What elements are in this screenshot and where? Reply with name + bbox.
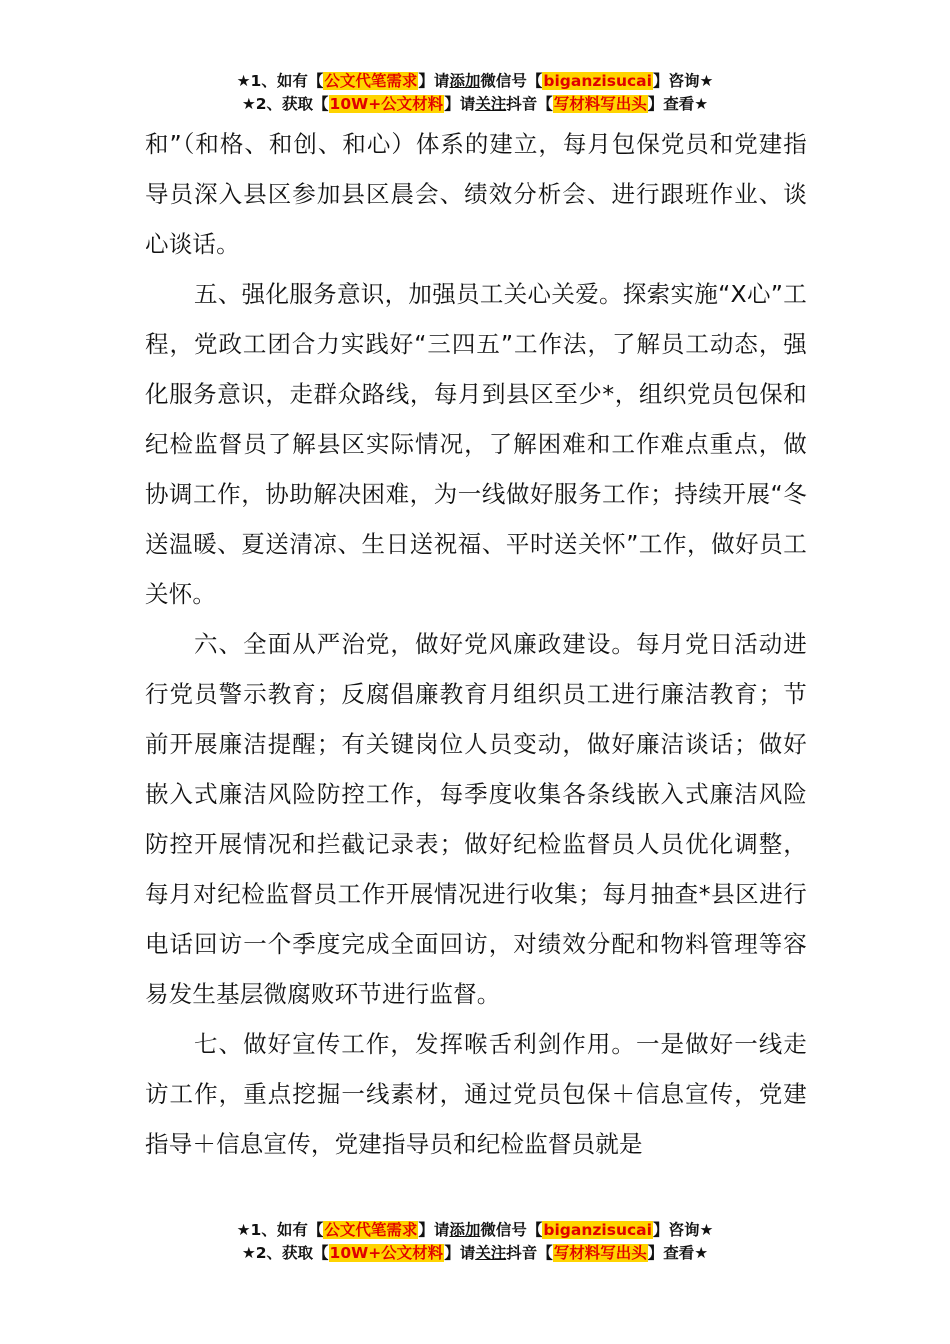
banner-text: ★2、获取【	[241, 95, 329, 113]
banner-line-1	[0, 1219, 950, 1242]
paragraph-section-7: 七、做好宣传工作，发挥喉舌利剑作用。一是做好一线走访工作，重点挖掘一线素材，通过党员包保＋信息宣传，党建指导＋信息宣传，党建指导员和纪检监督员就是	[145, 1030, 807, 1158]
underlined-add: 添加	[449, 1221, 481, 1239]
banner-text: 抖音【	[506, 1244, 553, 1262]
underlined-follow: 关注	[475, 95, 507, 113]
banner-text: ★1、如有【	[236, 72, 324, 90]
banner-text: 】咨询★	[652, 1221, 714, 1239]
highlight-wechat-id: biganzisucai	[543, 72, 652, 90]
highlight-materials: 10W+公文材料	[329, 1244, 444, 1262]
highlight-wechat-id: biganzisucai	[543, 1221, 652, 1239]
paragraph-section-6: 六、全面从严治党，做好党风廉政建设。每月党日活动进行党员警示教育；反腐倡廉教育月组织员工进行廉洁教育；节前开展廉洁提醒；有关键岗位人员变动，做好廉洁谈话；做好嵌入式廉洁风险防控工作，每季度收集各条线嵌入式廉洁风险防控开展情况和拦截记录表；做好纪检监督员人员优化调整，每月对纪检监督员工作开展情况进行收集；每月抽查*县区进行电话回访一个季度完成全面回访，对绩效分配和物料管理等容易发生基层微腐败环节进行监督。	[145, 630, 807, 1008]
footer-banner	[0, 1219, 950, 1265]
banner-line-2	[0, 1242, 950, 1265]
highlight-materials: 10W+公文材料	[329, 95, 444, 113]
banner-text: ★2、获取【	[241, 1244, 329, 1262]
paragraph-continued: 和”（和格、和创、和心）体系的建立，每月包保党员和党建指导员深入县区参加县区晨会、绩效分析会、进行跟班作业、谈心谈话。	[145, 130, 807, 258]
banner-text: 】请	[444, 1244, 476, 1262]
paragraph-section-5: 五、强化服务意识，加强员工关心关爱。探索实施“X心”工程，党政工团合力实践好“三四五”工作法，了解员工动态，强化服务意识，走群众路线，每月到县区至少*，组织党员包保和纪检监督员了解县区实际情况，了解困难和工作难点重点，做协调工作，协助解决困难，为一线做好服务工作；持续开展“冬送温暖、夏送清凉、生日送祝福、平时送关怀”工作，做好员工关怀。	[145, 280, 807, 608]
underlined-follow: 关注	[475, 1244, 507, 1262]
banner-text: 微信号【	[480, 1221, 543, 1239]
banner-line-1	[0, 70, 950, 93]
banner-text: 】查看★	[647, 1244, 709, 1262]
banner-text: 】请	[418, 1221, 450, 1239]
underlined-add: 添加	[449, 72, 481, 90]
banner-text: 】请	[418, 72, 450, 90]
banner-text: 微信号【	[480, 72, 543, 90]
banner-text: ★1、如有【	[236, 1221, 324, 1239]
banner-text: 抖音【	[506, 95, 553, 113]
banner-line-2	[0, 93, 950, 116]
document-body	[145, 119, 807, 1169]
banner-text: 】请	[444, 95, 476, 113]
highlight-service-need: 公文代笔需求	[324, 1221, 418, 1239]
banner-text: 】咨询★	[652, 72, 714, 90]
highlight-douyin-account: 写材料写出头	[553, 95, 647, 113]
banner-text: 】查看★	[647, 95, 709, 113]
header-banner	[0, 70, 950, 116]
highlight-service-need: 公文代笔需求	[324, 72, 418, 90]
highlight-douyin-account: 写材料写出头	[553, 1244, 647, 1262]
